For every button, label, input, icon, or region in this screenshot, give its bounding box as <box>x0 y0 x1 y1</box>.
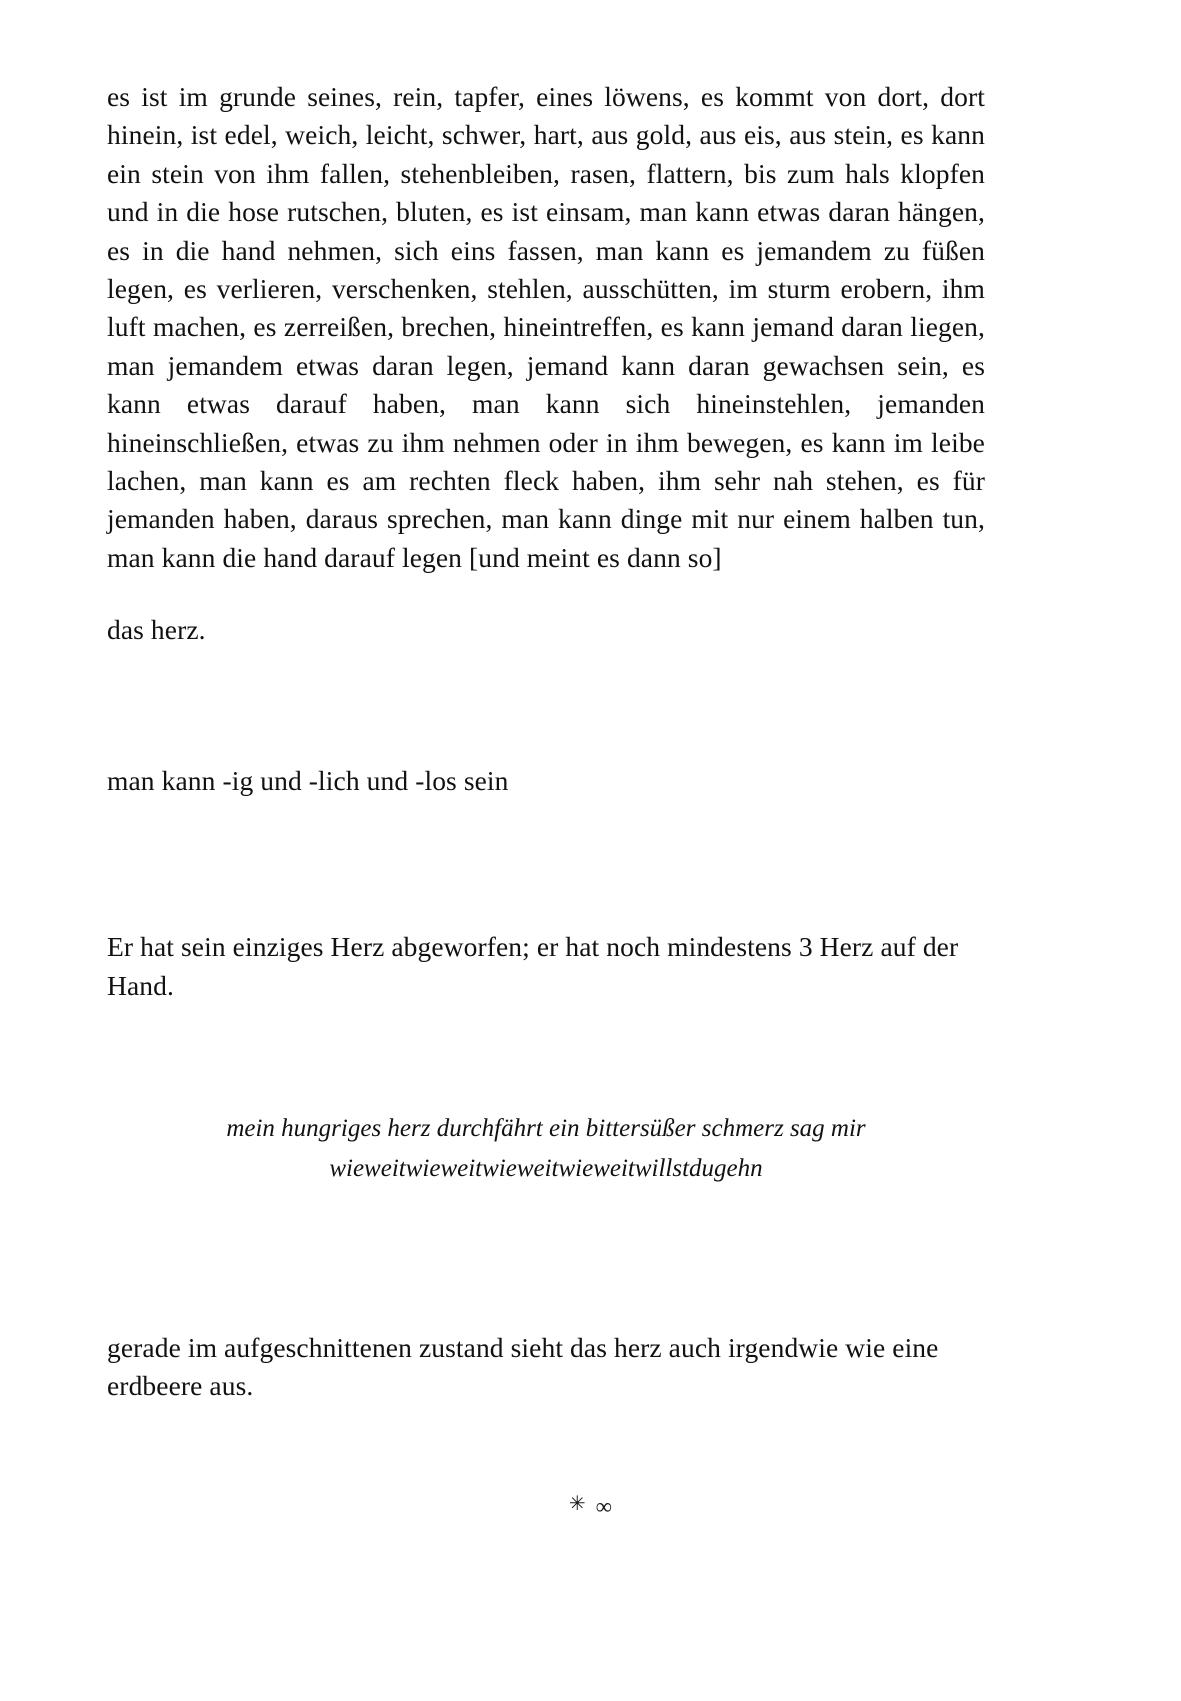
footer-ornament <box>0 1490 1181 1521</box>
spacer <box>107 577 985 611</box>
italic-stanza <box>146 1109 946 1189</box>
spacer <box>107 1005 985 1109</box>
spacer <box>107 1189 985 1329</box>
asterisk-icon: ✳ <box>568 1493 596 1515</box>
paragraph-suffixes: man kann -ig und -lich und -los sein <box>107 764 509 796</box>
paragraph-das-herz: das herz. <box>107 614 206 646</box>
paragraph-heart-actions: es ist im grunde seines, rein, tapfer, eines löwens, es kommt von dort, dort hinein, ist edel, weich, leicht, schwer, hart, aus gold, aus eis, aus stein, es kann ein stein von ihm fallen, stehenbleiben, rasen, flattern, bis zum hals klopfen und in die hose rutschen, bluten, es ist einsam, man kann etwas daran hängen, es in die hand nehmen, sich eins fassen, man kann es jemandem zu füßen legen, es verlieren, verschenken, stehlen, ausschütten, im sturm erobern, ihm luft machen, es zerreißen, brechen, hineintreffen, es kann jemand daran liegen, man jemandem etwas daran legen, jemand kann daran gewachsen sein, es kann etwas darauf haben, man kann sich hineinstehlen, jemanden hineinschließen, etwas zu ihm nehmen oder in ihm bewegen, es kann im leibe lachen, man kann es am rechten fleck haben, ihm sehr nah stehen, es für jemanden haben, daraus sprechen, man kann dinge mit nur einem halben tun, man kann die hand darauf legen [und meint es dann so] <box>107 81 985 573</box>
spacer <box>107 650 985 762</box>
spacer <box>107 800 985 928</box>
document-body <box>107 78 985 1406</box>
paragraph-herz-abgeworfen: Er hat sein einziges Herz abgeworfen; er hat noch mindestens 3 Herz auf der Hand. <box>107 931 959 1001</box>
stanza-line-1: mein hungriges herz durchfährt ein bittersüßer schmerz sag mir <box>226 1114 866 1142</box>
paragraph-erdbeere: gerade im aufgeschnittenen zustand sieht das herz auch irgendwie wie eine erdbeere aus. <box>107 1331 939 1402</box>
stanza-line-2: wieweitwieweitwieweitwieweitwillstdugehn <box>329 1154 763 1182</box>
infinity-icon: ∞ <box>595 1494 623 1519</box>
